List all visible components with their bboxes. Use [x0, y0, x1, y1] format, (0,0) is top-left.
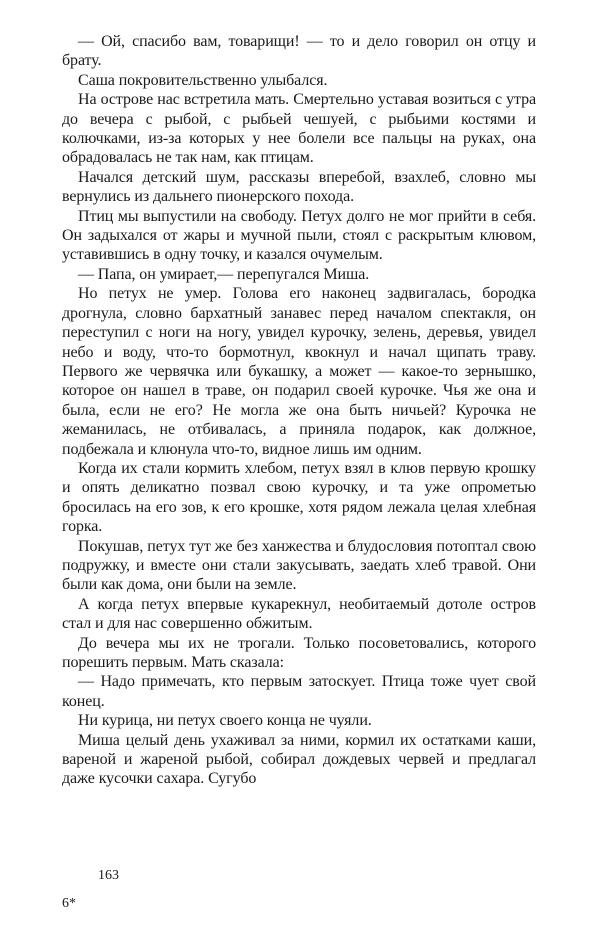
- paragraph: До вечера мы их не трогали. Только посоветовались, которого порешить первым. Мать сказала:: [62, 634, 536, 671]
- paragraph: Начался детский шум, рассказы вперебой, взахлеб, словно мы вернулись из дальнего пионерского похода.: [62, 168, 536, 206]
- paragraph: Но петух не умер. Голова его наконец задвигалась, бородка дрогнула, словно бархатный занавес перед началом спектакля, он переступил с ноги на ногу, увидел курочку, зелень, деревья, увидел небо и воду, что-то бормотнул, квокнул и начал щипать траву. Первого же червячка или букашку, а может — какое-то зернышко, которое он нашел в траве, он подарил своей курочке. Чья же она и была, если не его? Не могла же она быть ничьей? Курочка не жеманилась, не отбивалась, а приняла подарок, как должное, подбежала и клюнула что-то, видное лишь им одним.: [62, 285, 536, 458]
- paragraph: Когда их стали кормить хлебом, петух взял в клюв первую крошку и опять деликатно позвал свою курочку, и та уже опрометью бросилась на его зов, к его крошке, хотя рядом лежала целая хлебная горка.: [62, 459, 536, 536]
- page-number: 163: [98, 868, 119, 883]
- paragraph: Птиц мы выпустили на свободу. Петух долго не мог прийти в себя. Он задыхался от жары и мучной пыли, стоял с раскрытым клювом, уставившись в одну точку, и казался очумелым.: [62, 207, 536, 264]
- signature-mark: 6*: [62, 896, 76, 911]
- page-text-body: [62, 32, 536, 789]
- paragraph: — Надо примечать, кто первым затоскует. Птица тоже чует свой конец.: [62, 673, 536, 710]
- paragraph: Миша целый день ухаживал за ними, кормил их остатками каши, вареной и жареной рыбой, собирал дождевых червей и предлагал даже кусочки сахара. Сугубо: [62, 731, 536, 788]
- paragraph: Покушав, петух тут же без ханжества и блудословия потоптал свою подружку, и вместе они стали закусывать, заедать хлеб травой. Они были как дома, они были на земле.: [62, 537, 536, 594]
- paragraph: — Ой, спасибо вам, товарищи! — то и дело говорил он отцу и брату.: [62, 33, 536, 70]
- paragraph: Саша покровительственно улыбался.: [78, 71, 328, 89]
- paragraph: А когда петух впервые кукарекнул, необитаемый дотоле остров стал и для нас совершенно обжитым.: [62, 595, 536, 633]
- paragraph: — Папа, он умирает,— перепугался Миша.: [78, 265, 370, 283]
- paragraph: На острове нас встретила мать. Смертельно уставая возиться с утра до вечера с рыбой, с рыбьей чешуей, с рыбьими костями и колючками, из-за которых у нее болели все пальцы на руках, она обрадовалась не так нам, как птицам.: [62, 91, 536, 167]
- paragraph: Ни курица, ни петух своего конца не чуяли.: [78, 712, 372, 730]
